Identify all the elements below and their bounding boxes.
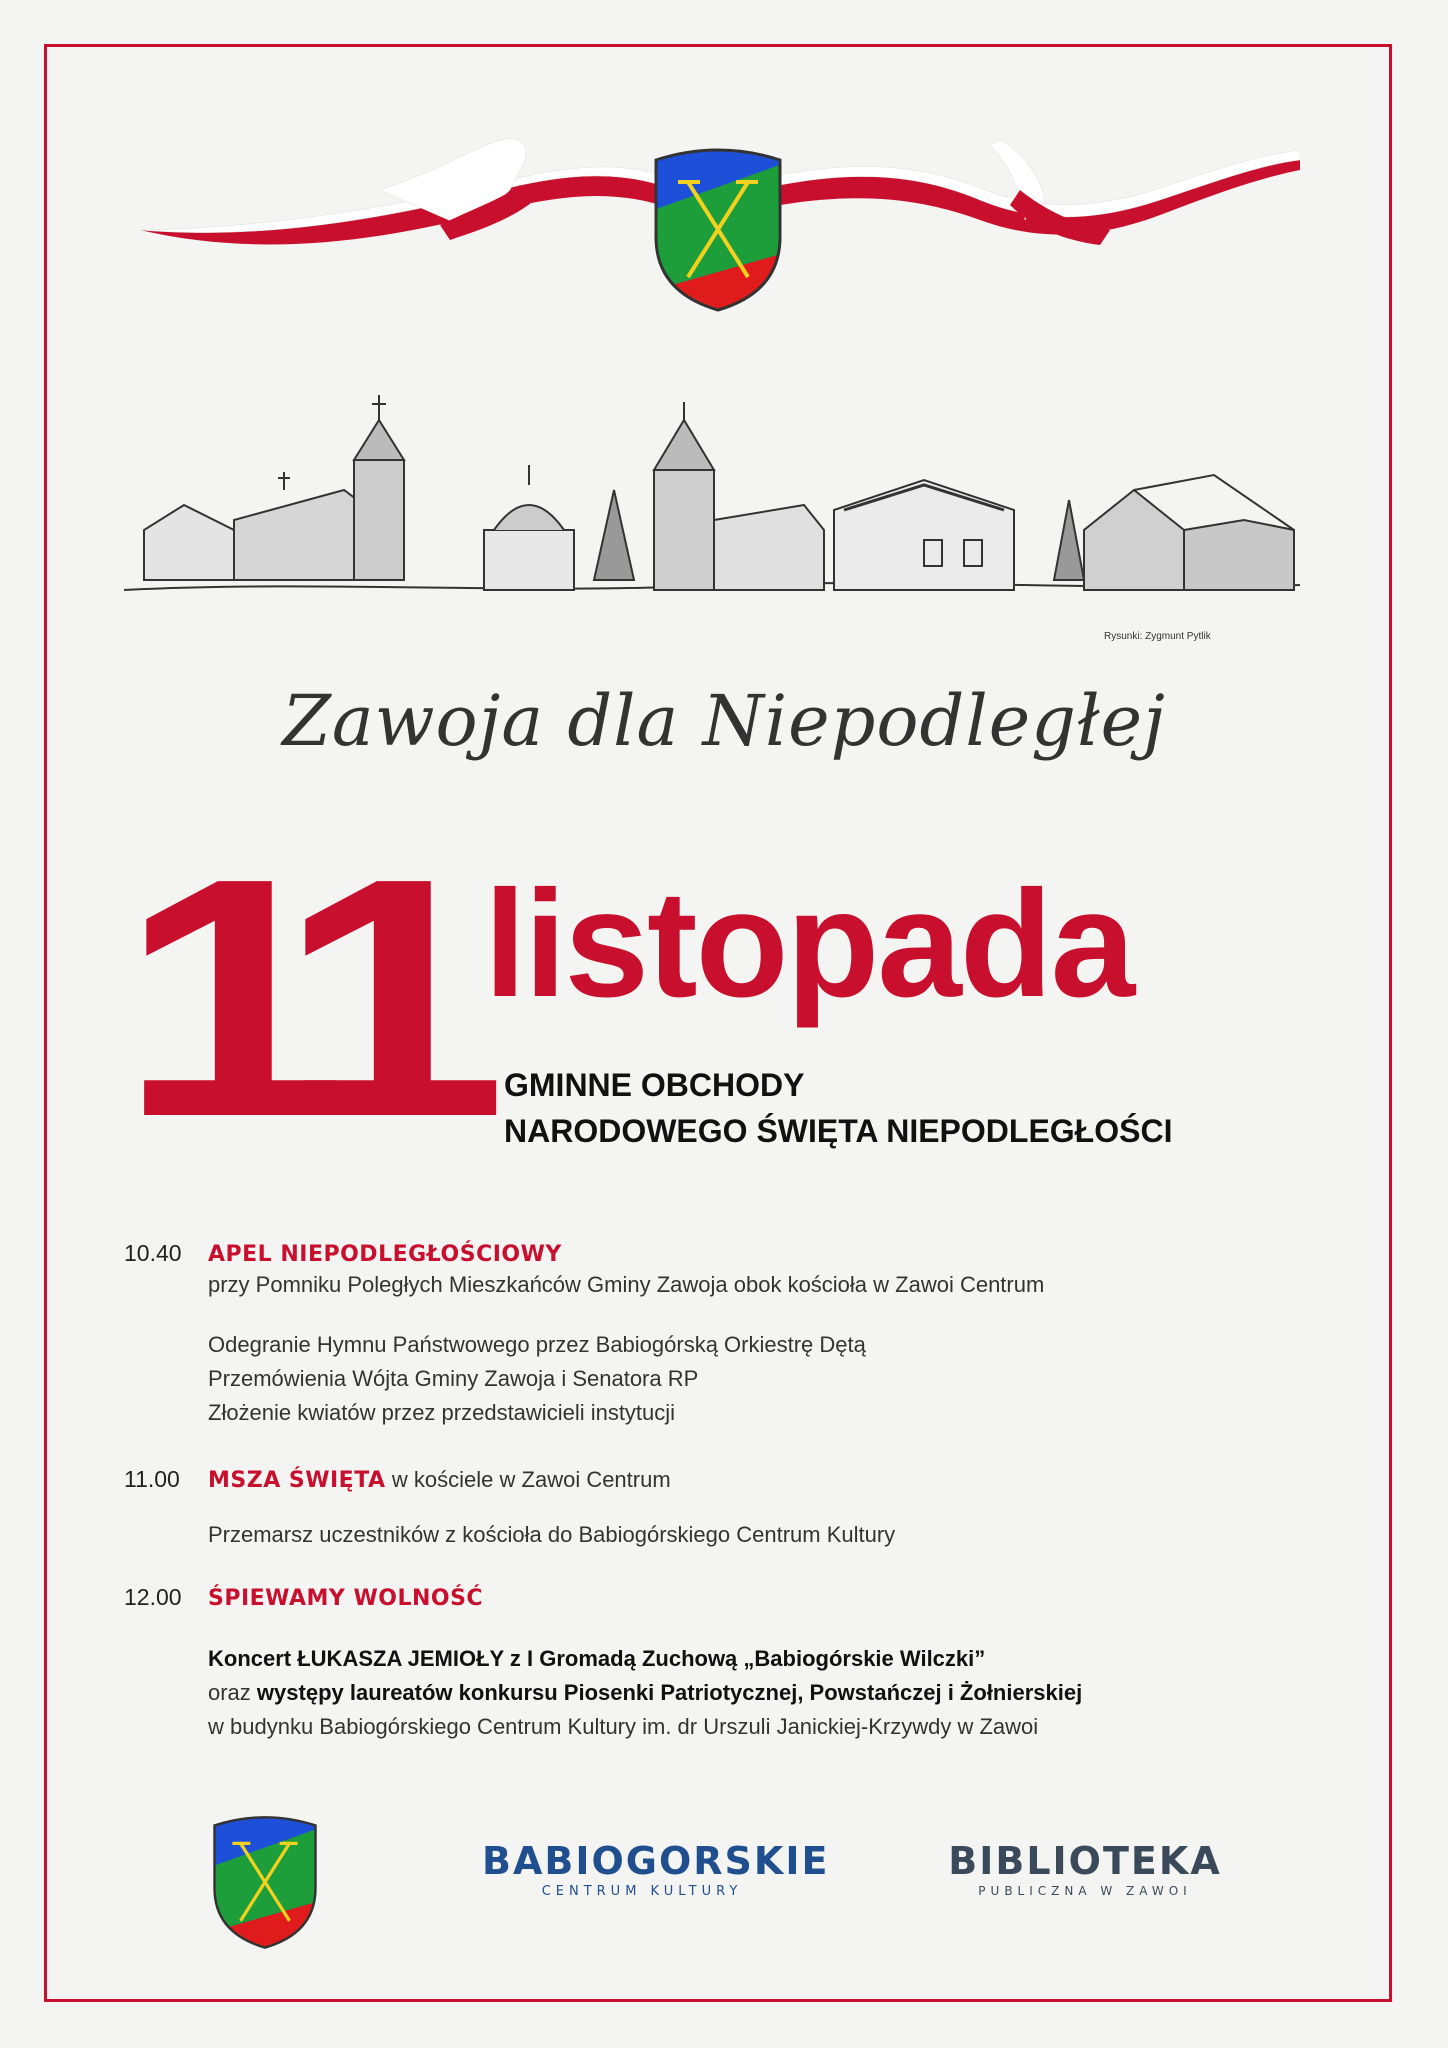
performers-text: występy laureatów konkursu Piosenki Patriotycznej, Powstańczej i Żołnierskiej [256,1680,1083,1705]
coat-of-arms-icon [648,142,788,312]
performers-line [208,1676,1082,1710]
program-detail: Przemarsz uczestników z kościoła do Babiogórskiego Centrum Kultury [208,1522,896,1547]
bib-logo-sub: PUBLICZNA W ZAWOI [978,1884,1192,1898]
program-detail: Przemówienia Wójta Gminy Zawoja i Senatora RP [208,1366,699,1391]
illustration-credit: Rysunki: Zygmunt Pytlik [1104,631,1211,642]
date-day: 11 [118,808,459,1188]
concert-text: Koncert ŁUKASZA JEMIOŁY z I Gromadą Zuchową „Babiogórskie Wilczki” [208,1646,986,1671]
program-detail: Złożenie kwiatów przez przedstawicieli instytucji [208,1400,676,1425]
program-detail: Odegranie Hymnu Państwowego przez Babiogórską Orkiestrę Dętą [208,1332,866,1357]
program-time: 10.40 [124,1240,182,1266]
bck-logo-sub: CENTRUM KULTURY [541,1884,743,1899]
program-place: przy Pomniku Poległych Mieszkańców Gminy Zawoja obok kościoła w Zawoi Centrum [208,1272,1045,1297]
program-place: w kościele w Zawoi Centrum [391,1467,671,1492]
program-heading: MSZA ŚWIĘTA [208,1468,386,1493]
date-month: listopada [484,859,1134,1029]
bck-logo-main: BABIOGORSKIE [482,1839,830,1883]
concert-line [208,1642,985,1676]
babiogorskie-centrum-kultury-logo [482,1838,830,1918]
event-subtitle [504,1062,1172,1154]
program-item-2 [124,1462,671,1498]
program-item-3 [124,1580,483,1616]
program-heading: APEL NIEPODLEGŁOŚCIOWY [208,1242,562,1267]
subtitle-line-1: GMINNE OBCHODY [504,1067,805,1103]
program-time: 11.00 [124,1466,180,1492]
village-skyline-illustration [124,380,1300,630]
performers-prefix: oraz [208,1680,251,1705]
coat-of-arms-icon [208,1810,322,1950]
program-time: 12.00 [124,1584,182,1610]
event-title-script: Zawoja dla Niepodległej [282,680,1166,762]
program-item-1 [124,1236,562,1272]
bib-logo-main: BIBLIOTEKA [948,1839,1222,1883]
subtitle-line-2: NARODOWEGO ŚWIĘTA NIEPODLEGŁOŚCI [504,1113,1173,1149]
program-heading: ŚPIEWAMY WOLNOŚĆ [208,1586,484,1611]
biblioteka-publiczna-logo [940,1838,1230,1918]
venue-line: w budynku Babiogórskiego Centrum Kultury im. dr Urszuli Janickiej-Krzywdy w Zawoi [208,1714,1039,1739]
